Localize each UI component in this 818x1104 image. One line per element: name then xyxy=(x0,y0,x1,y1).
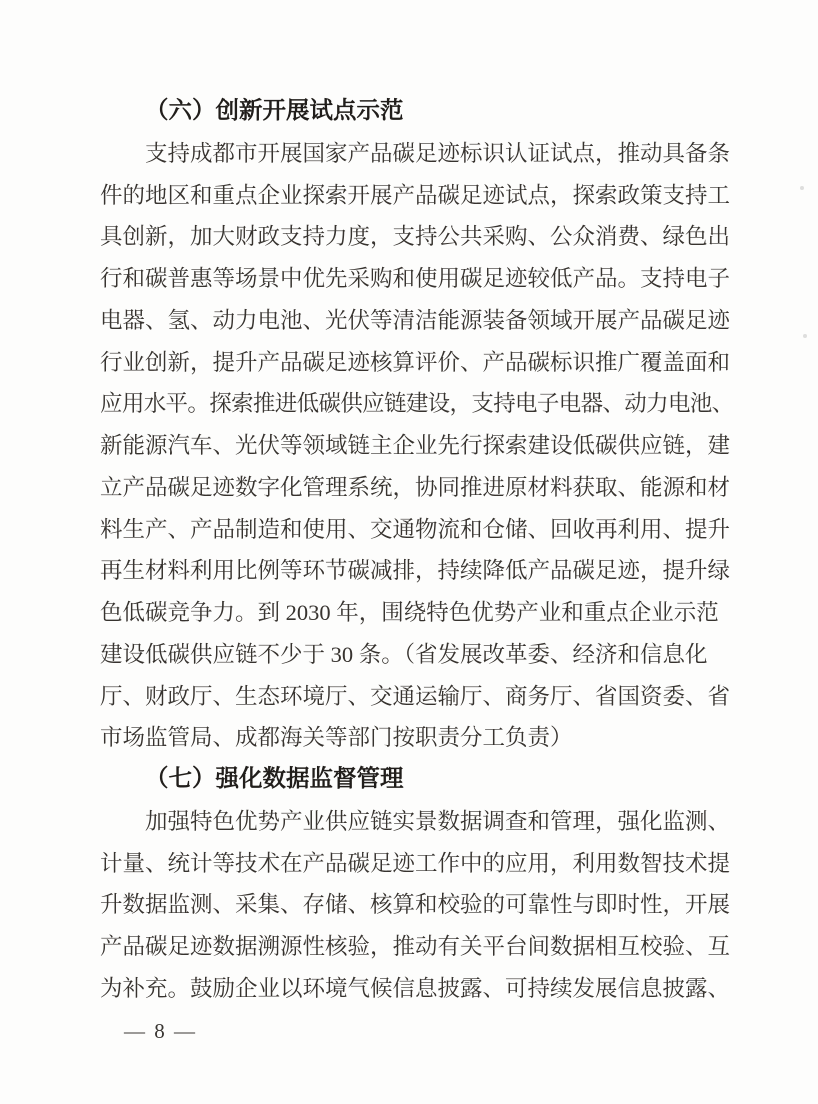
scan-speck xyxy=(803,334,807,338)
text-line: 新能源汽车、光伏等领域链主企业先行探索建设低碳供应链，建 xyxy=(100,433,731,458)
text-line: 应用水平。探索推进低碳供应链建设，支持电子电器、动力电池、 xyxy=(100,391,734,417)
text-line: 料生产、产品制造和使用、交通物流和仓储、回收再利用、提升 xyxy=(100,516,731,542)
document-body xyxy=(100,91,734,1010)
text-line: 件的地区和重点企业探索开展产品碳足迹试点，探索政策支持工 xyxy=(100,182,731,208)
text-line: 升数据监测、采集、存储、核算和校验的可靠性与即时性，开展 xyxy=(100,892,731,918)
text-line: 支持成都市开展国家产品碳足迹标识认证试点，推动具备条 xyxy=(145,140,731,166)
text-line: 厅、财政厅、生态环境厅、交通运输厅、商务厅、省国资委、省 xyxy=(100,683,731,709)
text-line: 立产品碳足迹数字化管理系统，协同推进原材料获取、能源和材 xyxy=(100,474,731,500)
text-line: 建设低碳供应链不少于 30 条。（省发展改革委、经济和信息化 xyxy=(100,641,708,667)
scan-speck xyxy=(800,186,804,190)
text-line: 行和碳普惠等场景中优先采购和使用碳足迹较低产品。支持电子 xyxy=(100,266,731,291)
text-line: 加强特色优势产业供应链实景数据调查和管理，强化监测、 xyxy=(145,808,731,834)
section-heading: （六）创新开展试点示范 xyxy=(145,98,404,124)
text-line: 电器、氢、动力电池、光伏等清洁能源装备领域开展产品碳足迹 xyxy=(100,307,731,333)
text-line: 市场监管局、成都海关等部门按职责分工负责） xyxy=(100,725,573,751)
text-line: 产品碳足迹数据溯源性核验，推动有关平台间数据相互校验、互 xyxy=(100,934,731,959)
text-line: 具创新，加大财政支持力度，支持公共采购、公众消费、绿色出 xyxy=(100,224,731,250)
text-line: 色低碳竞争力。到 2030 年，围绕特色优势产业和重点企业示范 xyxy=(100,600,719,625)
text-line: 为补充。鼓励企业以环境气候信息披露、可持续发展信息披露、 xyxy=(100,975,731,1001)
page-number: — 8 — xyxy=(124,1019,197,1043)
text-line: 计量、统计等技术在产品碳足迹工作中的应用，利用数智技术提 xyxy=(100,850,731,876)
text-line: 再生材料利用比例等环节碳减排，持续降低产品碳足迹，提升绿 xyxy=(100,558,731,584)
text-line: 行业创新，提升产品碳足迹核算评价、产品碳标识推广覆盖面和 xyxy=(100,349,731,375)
section-heading: （七）强化数据监督管理 xyxy=(145,766,404,792)
